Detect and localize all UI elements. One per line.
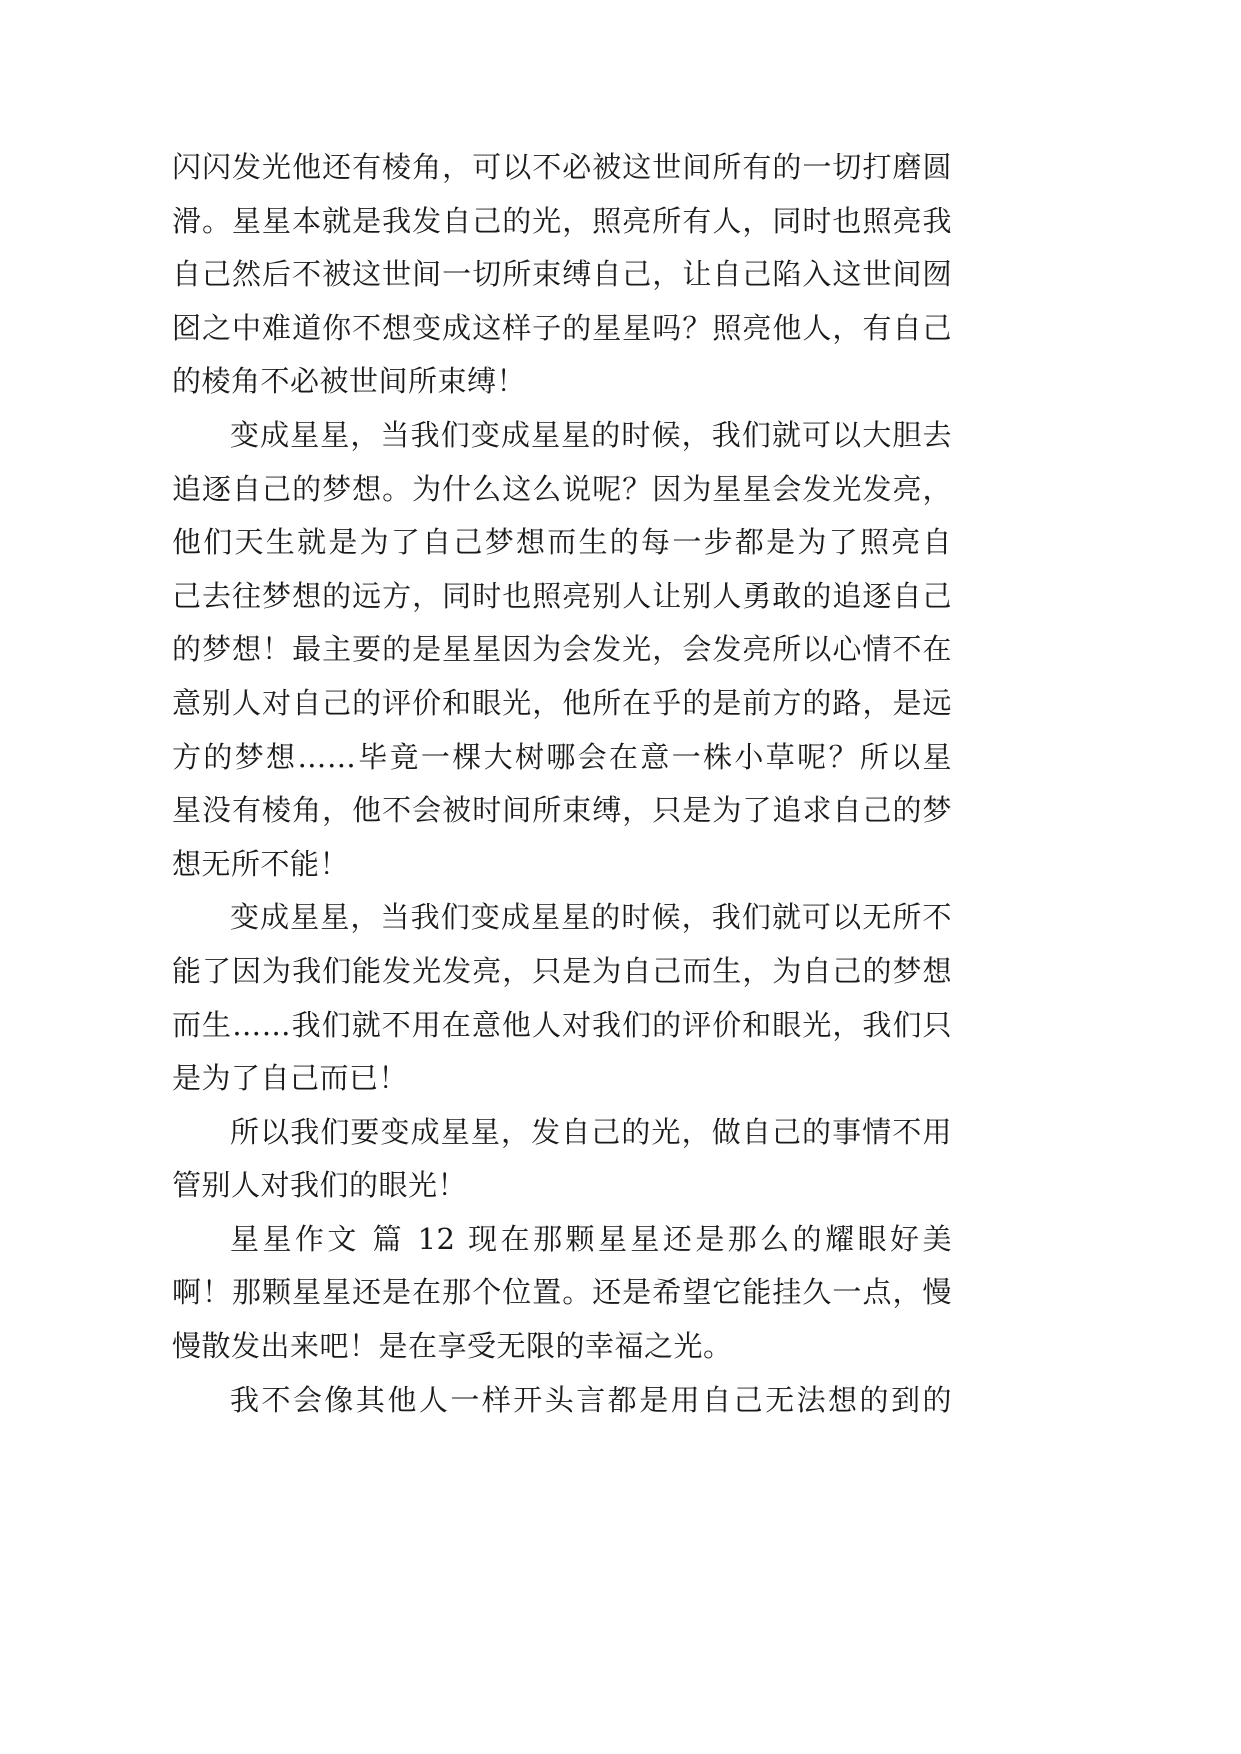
text-line: 追逐自己的梦想。为什么这么说呢？因为星星会发光发亮，: [172, 471, 952, 506]
text-line: 能了因为我们能发光发亮，只是为自己而生，为自己的梦想: [172, 953, 952, 988]
text-line: 而生……我们就不用在意他人对我们的评价和眼光，我们只: [172, 1007, 952, 1042]
text-line: 我不会像其他人一样开头言都是用自己无法想的到的: [230, 1382, 952, 1417]
text-line: 星星作文 篇 12 现在那颗星星还是那么的耀眼好美: [230, 1221, 952, 1256]
text-line: 方的梦想……毕竟一棵大树哪会在意一株小草呢？所以星: [172, 739, 952, 774]
text-line: 星没有棱角，他不会被时间所束缚，只是为了追求自己的梦: [172, 793, 952, 828]
text-line: 己去往梦想的远方，同时也照亮别人让别人勇敢的追逐自己: [172, 578, 952, 613]
text-line: 慢散发出来吧！是在享受无限的幸福之光。: [172, 1329, 733, 1364]
text-line: 闪闪发光他还有棱角，可以不必被这世间所有的一切打磨圆: [172, 150, 952, 184]
text-line: 自己然后不被这世间一切所束缚自己，让自己陷入这世间囫: [172, 257, 952, 292]
text-line: 变成星星，当我们变成星星的时候，我们就可以大胆去: [230, 417, 952, 452]
text-line: 所以我们要变成星星，发自己的光，做自己的事情不用: [230, 1114, 952, 1149]
text-line: 囵之中难道你不想变成这样子的星星吗？照亮他人，有自己: [172, 310, 952, 345]
text-line: 啊！那颗星星还是在那个位置。还是希望它能挂久一点，慢: [172, 1275, 952, 1310]
document-body: [172, 141, 952, 1427]
text-line: 意别人对自己的评价和眼光，他所在乎的是前方的路，是远: [172, 685, 952, 720]
text-line: 滑。星星本就是我发自己的光，照亮所有人，同时也照亮我: [172, 203, 952, 238]
text-line: 变成星星，当我们变成星星的时候，我们就可以无所不: [230, 900, 952, 935]
text-line: 的棱角不必被世间所束缚！: [172, 364, 527, 399]
text-line: 的梦想！最主要的是星星因为会发光，会发亮所以心情不在: [172, 632, 952, 667]
text-line: 管别人对我们的眼光！: [172, 1168, 468, 1203]
text-line: 想无所不能！: [172, 846, 350, 881]
text-line: 是为了自己而已！: [172, 1061, 409, 1096]
text-line: 他们天生就是为了自己梦想而生的每一步都是为了照亮自: [172, 525, 952, 560]
